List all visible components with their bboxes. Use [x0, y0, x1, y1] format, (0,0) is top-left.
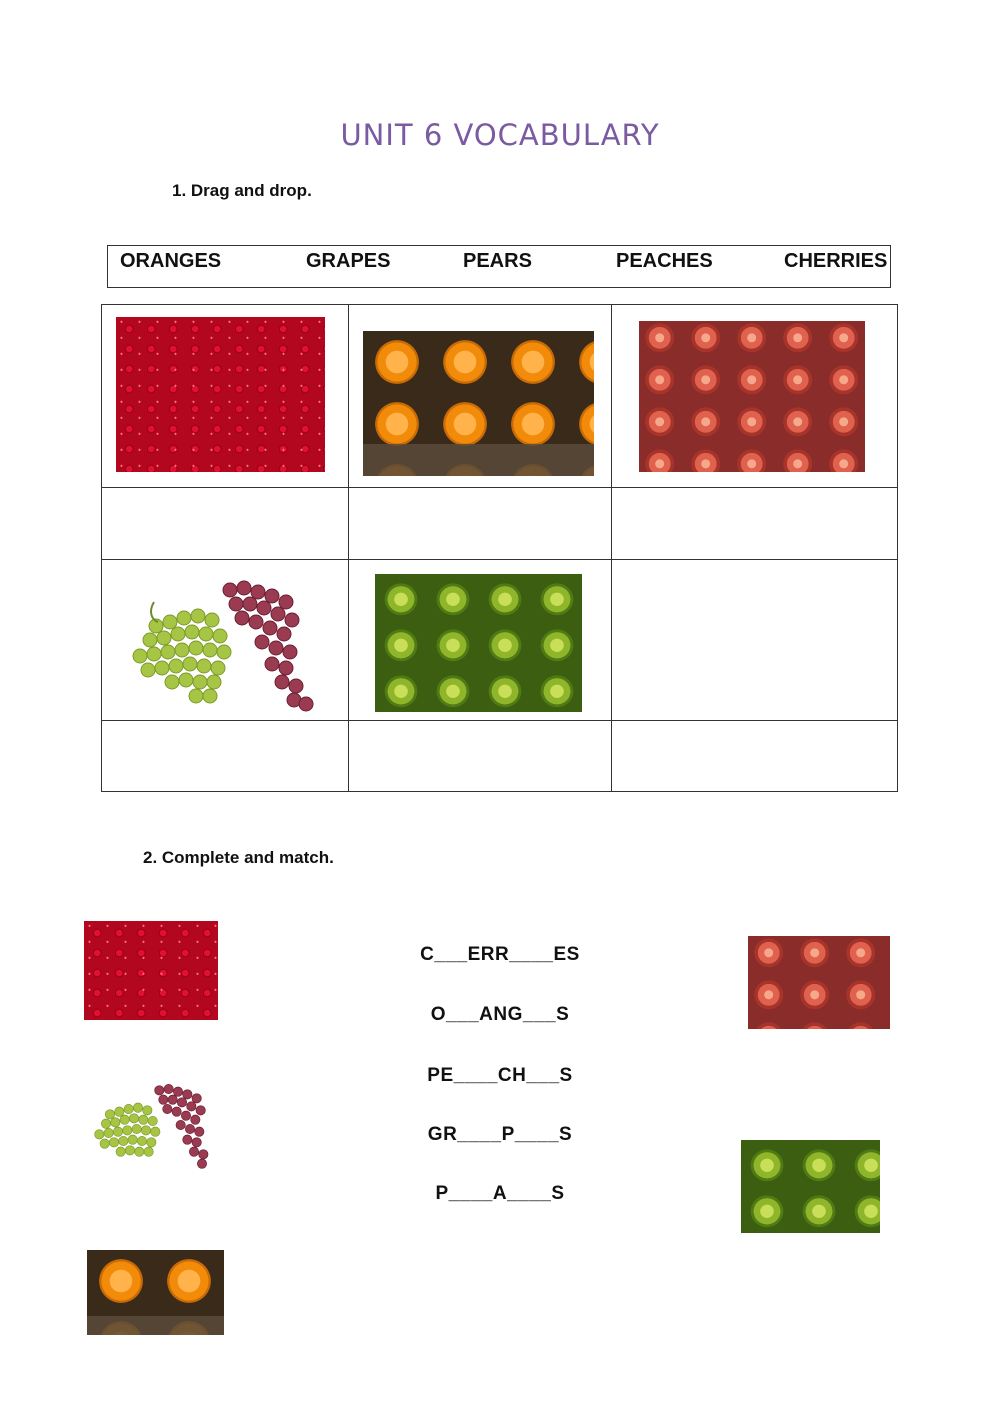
page-title: UNIT 6 VOCABULARY [340, 118, 660, 152]
oranges-image[interactable] [87, 1250, 224, 1335]
word-oranges[interactable]: ORANGES [120, 250, 222, 272]
image-cell [349, 560, 612, 721]
drop-zone[interactable] [612, 488, 898, 560]
cherries-image [116, 317, 325, 472]
word-grapes[interactable]: GRAPES [306, 250, 391, 272]
image-cell [102, 560, 349, 721]
word-peaches[interactable]: PEACHES [616, 250, 713, 272]
drop-zone[interactable] [612, 721, 898, 792]
pears-image [375, 574, 582, 712]
empty-cell [612, 560, 898, 721]
drop-zone[interactable] [349, 488, 612, 560]
word-puzzle-1[interactable]: C___ERR____ES [420, 944, 580, 965]
word-cherries[interactable]: CHERRIES [784, 250, 888, 272]
peaches-image[interactable] [748, 936, 890, 1029]
pears-image[interactable] [741, 1140, 880, 1233]
peaches-image [639, 321, 865, 472]
word-bank [107, 245, 891, 288]
section-2-heading: 2. Complete and match. [143, 848, 334, 867]
grapes-image [126, 576, 318, 714]
drop-zone[interactable] [349, 721, 612, 792]
cherries-image[interactable] [84, 921, 218, 1020]
word-puzzle-2[interactable]: O___ANG___S [430, 1004, 570, 1025]
drop-zone[interactable] [102, 721, 349, 792]
word-puzzle-4[interactable]: GR____P____S [427, 1124, 573, 1145]
word-puzzle-3[interactable]: PE____CH___S [427, 1065, 573, 1086]
word-pears[interactable]: PEARS [463, 250, 532, 272]
drop-zone[interactable] [102, 488, 349, 560]
word-puzzle-5[interactable]: P____A____S [435, 1183, 565, 1204]
oranges-image [363, 331, 594, 476]
image-cell [612, 305, 898, 488]
image-cell [349, 305, 612, 488]
image-cell [102, 305, 349, 488]
section-1-heading: 1. Drag and drop. [172, 181, 312, 200]
drag-drop-grid [101, 304, 898, 792]
grapes-image[interactable] [90, 1080, 218, 1174]
